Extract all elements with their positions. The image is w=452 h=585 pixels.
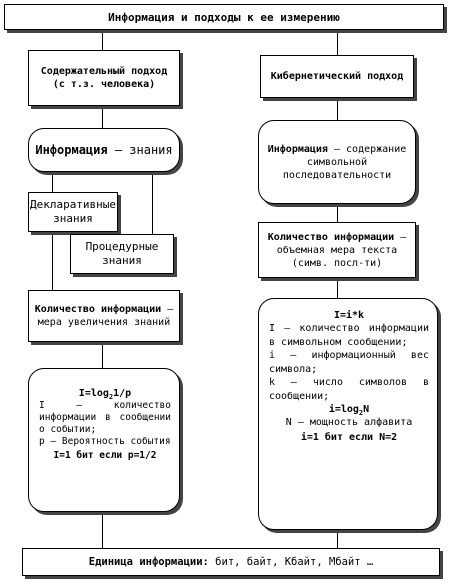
content-approach-title: Содержательный подход [40, 66, 168, 77]
left-quantity-title: Количество информации [34, 304, 162, 315]
cybernetic-approach-title: Кибернетический подход [270, 71, 404, 82]
procedural-knowledge-text: Процедурные знания [85, 240, 159, 267]
right-quantity-rest: – объемная мера текста (симв. посл-ти) [276, 231, 407, 269]
left-formula-box [28, 368, 180, 512]
knowledge-info-title: Информация [35, 143, 108, 157]
knowledge-info-box [28, 128, 180, 172]
left-quantity-rest: – мера увеличения знаний [37, 304, 174, 328]
log-formula: $i=\log_2N$ [328, 404, 370, 417]
information-units-box [22, 548, 440, 576]
right-formula-line-5: i=1 бит если N=2 [300, 432, 398, 443]
right-formula-line-2: i – информационный вес символа; [269, 350, 429, 375]
cybernetic-approach-box [260, 55, 414, 98]
units-title: Единица информации: [88, 555, 209, 568]
diagram-title [4, 4, 444, 30]
connector-line [102, 106, 103, 130]
connector-line [337, 30, 338, 55]
probability-formula: $I=\log_21/p$ [78, 388, 132, 401]
right-formula-line-3: k – число символов в сообщении; [269, 377, 429, 402]
title-text: Информация и подходы к ее измерению [108, 10, 340, 24]
volume-formula: I=i*k [333, 310, 365, 321]
content-approach-note: (с т.з. человека) [52, 79, 156, 90]
declarative-knowledge-text: Декларативные знания [29, 198, 117, 225]
left-quantity-box [28, 290, 180, 342]
connector-line [337, 204, 338, 224]
right-formula-box [258, 298, 438, 530]
knowledge-info-rest: – знания [107, 143, 173, 157]
connector-line [152, 172, 153, 234]
connector-line [337, 530, 338, 548]
right-quantity-box [258, 222, 416, 278]
right-quantity-title: Количество информации [267, 231, 395, 243]
connector-line [102, 512, 103, 548]
connector-line [52, 172, 53, 294]
content-approach-box [28, 50, 180, 106]
symbolic-info-box [258, 120, 416, 204]
symbolic-info-title: Информация [267, 143, 328, 155]
right-formula-line-1: I – количество информации в символьном сообщении; [269, 323, 429, 348]
left-formula-line-2: p – Вероятность события [39, 436, 171, 447]
connector-line [102, 342, 103, 368]
procedural-knowledge-box [70, 234, 174, 274]
right-formula-line-4: N – мощность алфавита [285, 417, 413, 428]
connector-line [337, 278, 338, 300]
declarative-knowledge-box [28, 192, 118, 232]
units-list: бит, байт, Кбайт, Мбайт … [208, 555, 374, 568]
left-formula-line-3: I=1 бит если p=1/2 [53, 450, 157, 461]
symbolic-info-rest: – содержание символьной последовательности [282, 143, 407, 181]
connector-line [337, 98, 338, 122]
left-formula-line-1: I – количество информации в сообщении о событии; [39, 400, 171, 435]
